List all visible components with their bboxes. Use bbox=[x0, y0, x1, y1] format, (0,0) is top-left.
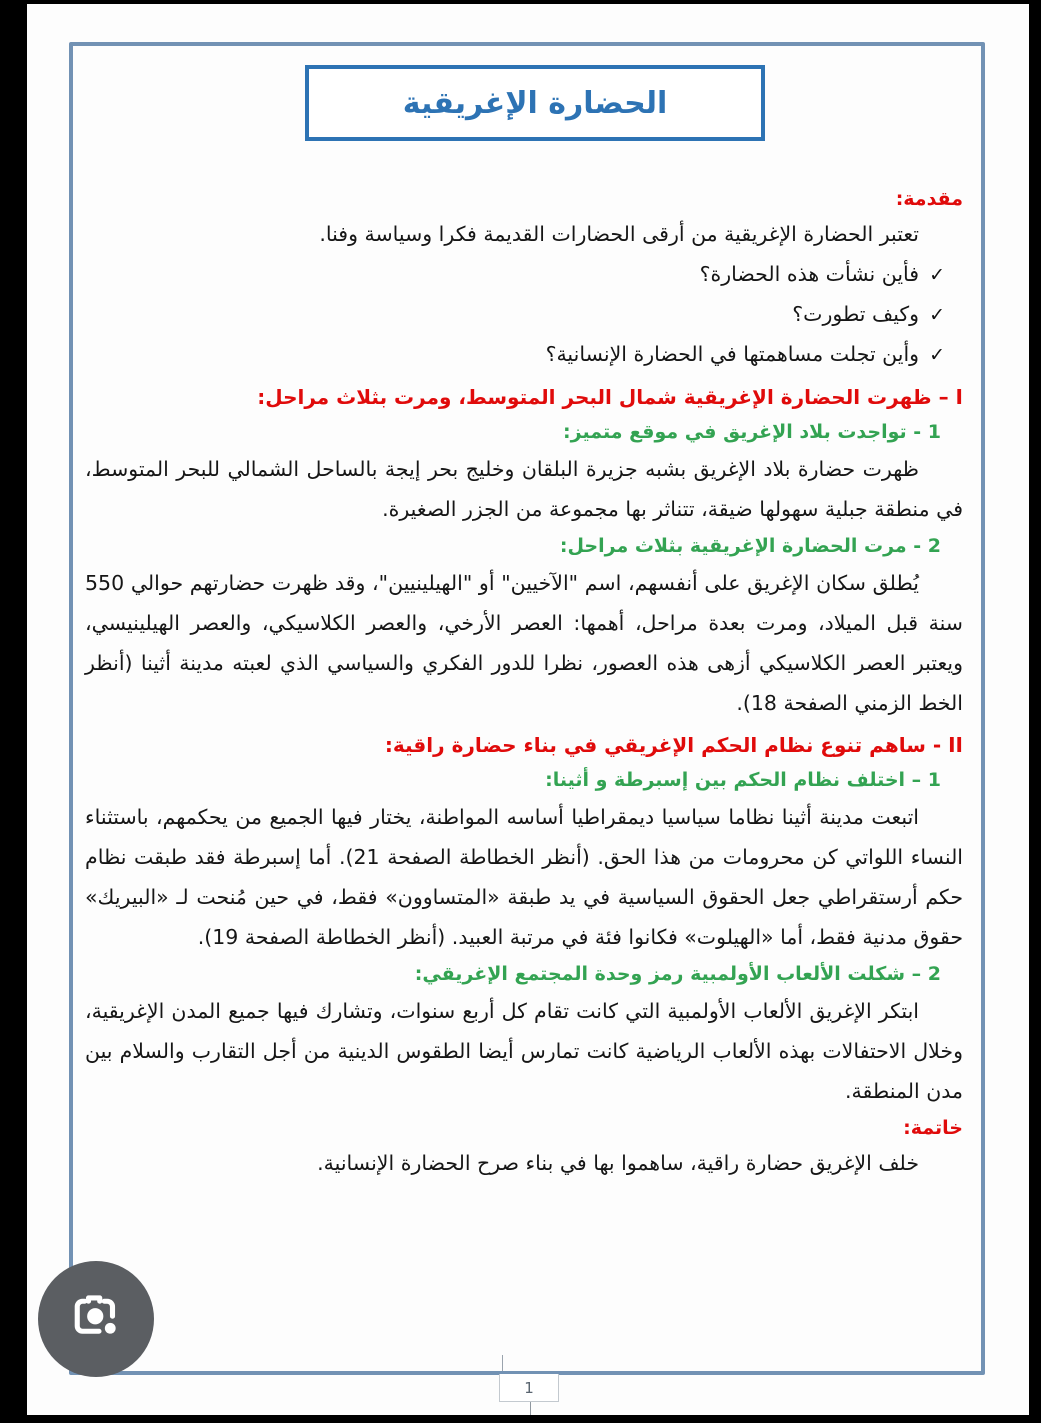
footer-divider bbox=[502, 1355, 503, 1371]
list-item bbox=[85, 255, 945, 295]
document-page bbox=[27, 4, 1029, 1415]
camera-lens-icon bbox=[60, 1281, 132, 1357]
section2-sub1-paragraph: اتبعت مدينة أثينا نظاما سياسيا ديمقراطيا أساسه المواطنة، يختار فيها الجميع من يحكمهم، باستثناء النساء اللواتي كن محرومات من هذا الحق. (أنظر الخطاطة الصفحة 21). أما إسبرطة فقد طبقت نظام حكم أرستقراطي جعل الحقوق السياسية في يد طبقة «المتساوون» فقط، في حين مُنحت لـ «البيريك» حقوق مدنية فقط، أما «الهيلوت» فكانوا فئة في مرتبة العبيد. (أنظر الخطاطة الصفحة 19). bbox=[85, 805, 964, 949]
section1-sub1-heading: 1 - تواجدت بلاد الإغريق في موقع متميز: bbox=[563, 421, 941, 443]
section2-sub1-heading: 1 – اختلف نظام الحكم بين إسبرطة و أثينا: bbox=[545, 769, 941, 791]
lens-button[interactable] bbox=[38, 1261, 154, 1377]
check-icon: ✓ bbox=[929, 344, 945, 366]
section1-sub1-paragraph: ظهرت حضارة بلاد الإغريق بشبه جزيرة البلقان وخليج بحر إيجة بالساحل الشمالي للبحر المتوسط، في منطقة جبلية سهولها ضيقة، تتناثر بها مجموعة من الجزر الصغيرة. bbox=[85, 457, 963, 521]
section1-heading: I – ظهرت الحضارة الإغريقية شمال البحر المتوسط، ومرت بثلاث مراحل: bbox=[257, 385, 963, 409]
footer-anchor-line bbox=[530, 1402, 531, 1415]
section2-heading: II - ساهم تنوع نظام الحكم الإغريقي في بناء حضارة راقية: bbox=[384, 733, 963, 757]
page-number: 1 bbox=[524, 1378, 534, 1397]
check-icon: ✓ bbox=[929, 304, 945, 326]
list-item bbox=[85, 335, 945, 375]
conclusion-heading: خاتمة: bbox=[903, 1117, 963, 1139]
bullet-text: وأين تجلت مساهمتها في الحضارة الإنسانية؟ bbox=[545, 342, 920, 366]
bullet-text: وكيف تطورت؟ bbox=[792, 302, 920, 326]
conclusion-paragraph: خلف الإغريق حضارة راقية، ساهموا بها في بناء صرح الحضارة الإنسانية. bbox=[317, 1151, 919, 1175]
document-body bbox=[85, 184, 963, 1184]
page-number-box bbox=[499, 1374, 559, 1402]
page-title: الحضارة الإغريقية bbox=[402, 85, 668, 121]
section1-sub2-paragraph: يُطلق سكان الإغريق على أنفسهم، اسم "الآخيين" أو "الهيلينيين"، وقد ظهرت حضارتهم حوالي 550 سنة قبل الميلاد، ومرت بعدة مراحل، أهمها: العصر الأرخي، والعصر الكلاسيكي، والعصر الهيلينيسي، ويعتبر العصر الكلاسيكي أزهى هذه العصور، نظرا للدور الفكري والسياسي الذي لعبته مدينة أثينا (أنظر الخط الزمني الصفحة 18). bbox=[85, 571, 963, 715]
section2-sub2-paragraph: ابتكر الإغريق الألعاب الأولمبية التي كانت تقام كل أربع سنوات، وتشارك فيها جميع المدن الإغريقية، وخلال الاحتفالات بهذه الألعاب الرياضية كانت تمارس أيضا الطقوس الدينية من أجل التقارب والسلام بين مدن المنطقة. bbox=[85, 999, 963, 1103]
bullet-text: فأين نشأت هذه الحضارة؟ bbox=[699, 262, 920, 286]
title-box bbox=[305, 65, 765, 141]
list-item bbox=[85, 295, 945, 335]
section1-sub2-heading: 2 - مرت الحضارة الإغريقية بثلاث مراحل: bbox=[559, 535, 941, 557]
check-icon: ✓ bbox=[929, 264, 945, 286]
intro-lead: تعتبر الحضارة الإغريقية من أرقى الحضارات القديمة فكرا وسياسة وفنا. bbox=[319, 222, 919, 246]
section2-sub2-heading: 2 – شكلت الألعاب الأولمبية رمز وحدة المجتمع الإغريقي: bbox=[414, 963, 941, 985]
intro-heading: مقدمة: bbox=[895, 188, 963, 210]
